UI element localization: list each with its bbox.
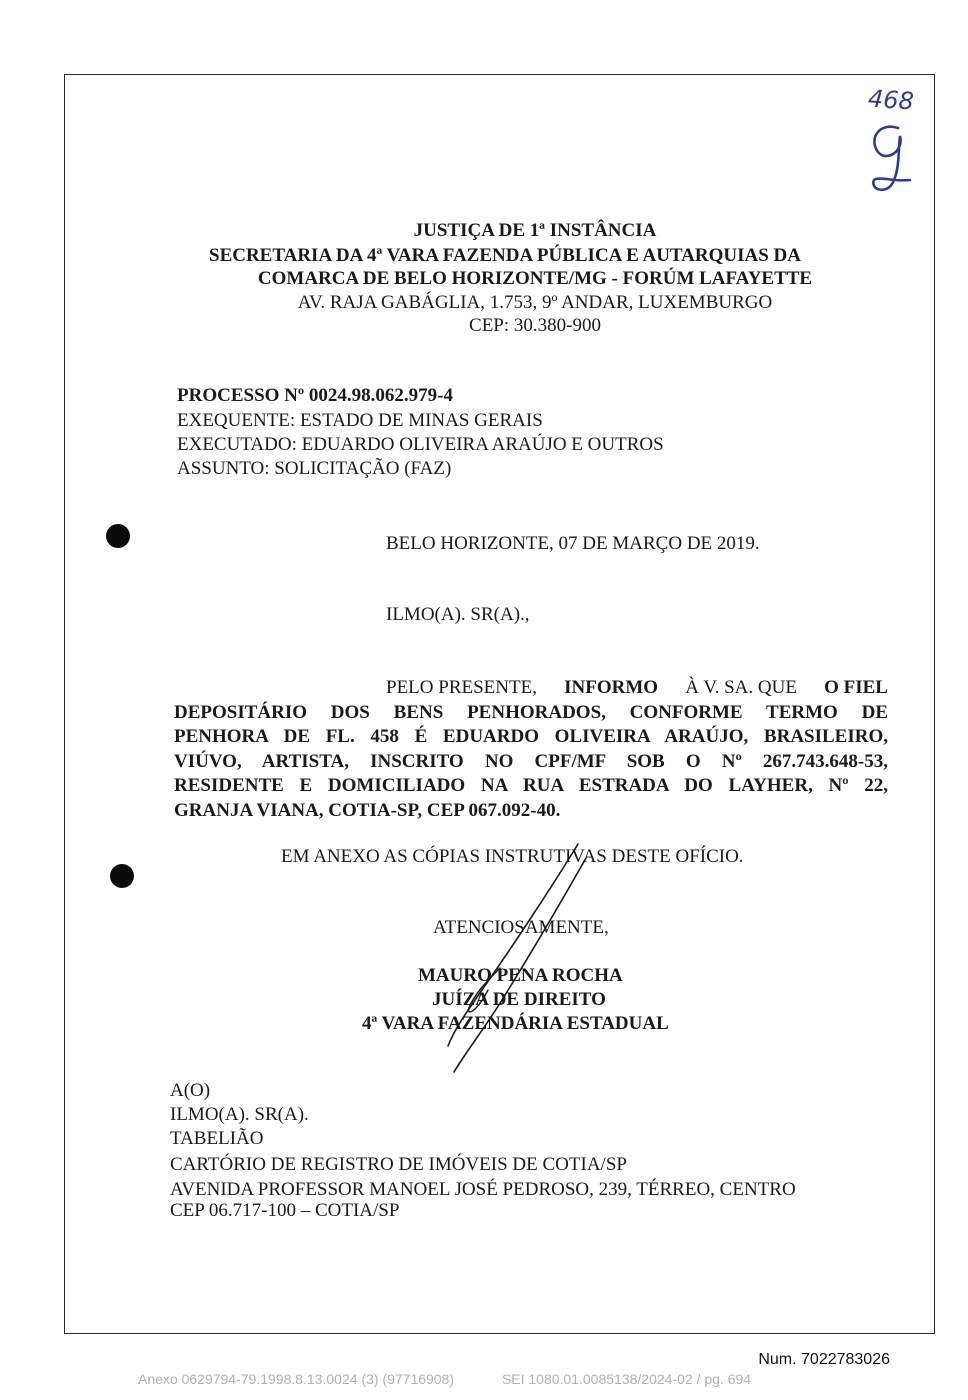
recipient-line-2: ILMO(A). SR(A).: [170, 1104, 309, 1125]
date-line: BELO HORIZONTE, 07 DE MARÇO DE 2019.: [386, 533, 760, 554]
body-intro: PELO PRESENTE,: [386, 677, 537, 698]
salutation: ILMO(A). SR(A).,: [386, 604, 530, 625]
body-line-3: PENHORA DE FL. 458 É EDUARDO OLIVEIRA ARAÚJO, BRASILEIRO,: [174, 726, 888, 748]
footer-meta: [138, 1371, 795, 1387]
recipient-line-4: CARTÓRIO DE REGISTRO DE IMÓVEIS DE COTIA/SP: [170, 1154, 627, 1175]
handwritten-initial-mark: [860, 118, 924, 198]
exequente: EXEQUENTE: ESTADO DE MINAS GERAIS: [177, 410, 543, 431]
header-cep: CEP: 30.380-900: [469, 315, 601, 336]
body-paragraph: [174, 701, 888, 823]
document-number: Num. 7022783026: [758, 1351, 890, 1368]
body-line-4: VIÚVO, ARTISTA, INSCRITO NO CPF/MF SOB O Nº 267.743.648-53,: [174, 750, 888, 772]
signer-court: 4ª VARA FAZENDÁRIA ESTADUAL: [362, 1013, 669, 1034]
recipient-line-1: A(O): [170, 1080, 211, 1101]
signer-role: JUÍZA DE DIREITO: [432, 989, 606, 1010]
punch-hole-bottom: [110, 864, 134, 888]
body-to-you: À V. SA. QUE: [685, 677, 797, 698]
annex-reference: Anexo 0629794-79.1998.8.13.0024 (3) (97716908): [138, 1371, 455, 1387]
body-line-1: [386, 677, 888, 699]
executado: EXECUTADO: EDUARDO OLIVEIRA ARAÚJO E OUTROS: [177, 434, 664, 455]
process-number: PROCESSO Nº 0024.98.062.979-4: [177, 385, 453, 406]
header-secretaria: SECRETARIA DA 4ª VARA FAZENDA PÚBLICA E AUTARQUIAS DA: [209, 245, 801, 266]
recipient-line-6: CEP 06.717-100 – COTIA/SP: [170, 1200, 400, 1221]
body-line-5: RESIDENTE E DOMICILIADO NA RUA ESTRADA DO LAYHER, Nº 22,: [174, 775, 888, 797]
annex-line: EM ANEXO AS CÓPIAS INSTRUTIVAS DESTE OFÍCIO.: [281, 846, 744, 867]
recipient-line-5: AVENIDA PROFESSOR MANOEL JOSÉ PEDROSO, 239, TÉRREO, CENTRO: [170, 1179, 796, 1200]
header-comarca: COMARCA DE BELO HORIZONTE/MG - FORÚM LAFAYETTE: [257, 268, 813, 289]
recipient-line-3: TABELIÃO: [170, 1128, 264, 1149]
body-line-6: GRANJA VIANA, COTIA-SP, CEP 067.092-40.: [174, 799, 561, 821]
sei-reference: SEI 1080.01.0085138/2024-02 / pg. 694: [501, 1371, 752, 1387]
signature-mark: [410, 840, 600, 1080]
page-number-stamp: 468: [867, 84, 915, 116]
header-court: JUSTIÇA DE 1ª INSTÂNCIA: [413, 220, 657, 241]
punch-hole-top: [106, 524, 130, 548]
assunto: ASSUNTO: SOLICITAÇÃO (FAZ): [177, 458, 452, 479]
closing: ATENCIOSAMENTE,: [433, 917, 609, 938]
body-fiel: O FIEL: [824, 677, 888, 698]
body-line-2: DEPOSITÁRIO DOS BENS PENHORADOS, CONFORME TERMO DE: [174, 702, 888, 723]
signer-name: MAURO PENA ROCHA: [418, 965, 623, 986]
header-address: AV. RAJA GABÁGLIA, 1.753, 9º ANDAR, LUXEMBURGO: [297, 292, 773, 313]
body-informo: INFORMO: [564, 677, 659, 698]
